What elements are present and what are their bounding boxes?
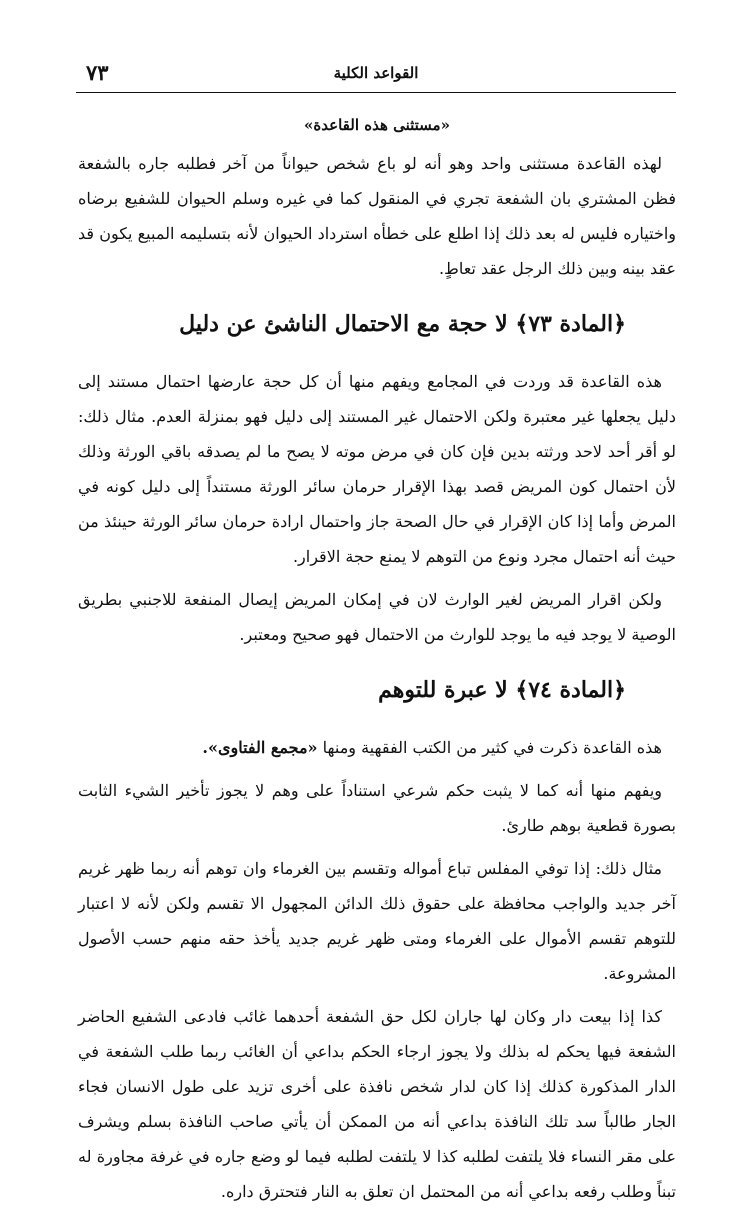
article-74-bracket-open: ﴿ <box>613 677 626 703</box>
article-74-label: المادة ٧٤ <box>528 677 614 703</box>
article-73-bracket-close: ﴾ <box>515 311 529 337</box>
running-title: القواعد الكلية <box>333 64 419 82</box>
exception-paragraph: لهذه القاعدة مستثنى واحد وهو أنه لو باع شخص حيواناً من آخر فطلبه جاره بالشفعة فظن المشتري بان الشفعة تجري في المنقول كما في غيره وسلم الحيوان للشفيع برضاه واختياره فليس له بعد ذلك إذا اطلع على خطأه استرداد الحيوان لأنه بتسليمه المبيع يكون قد عقد بينه وبين ذلك الرجل عقد تعاطٍ. <box>78 154 676 278</box>
article-73-bracket-open: ﴿ <box>613 311 626 337</box>
article-74-intro <box>78 730 676 765</box>
article-73-paragraph-1: هذه القاعدة قد وردت في المجامع ويفهم منها أن كل حجة عارضها احتمال مستند إلى دليل يجعلها غير معتبرة ولكن الاحتمال غير المستند إلى دليل فهو بمنزلة العدم. مثال ذلك: لو أقر أحد لاحد ورثته بدين فإن كان في مرض موته لا يصح ما لم يصدقه باقي الورثة وذلك لأن احتمال كون المريض قصد بهذا الإقرار حرمان سائر الورثة مستنداً إلى دليل كونه في المرض وأما إذا كان الإقرار في حال الصحة جاز واحتمال ارادة حرمان سائر الورثة حينئذ من حيث أنه احتمال مجرد ونوع من التوهم لا يمنع حجة الاقرار. <box>78 372 677 566</box>
page-body <box>78 108 676 1209</box>
article-73-paragraph-2: ولكن اقرار المريض لغير الوارث لان في إمكان المريض إيصال المنفعة للاجنبي بطريق الوصية لا يوجد فيه ما يوجد للوارث من الاحتمال فهو صحيح ومعتبر. <box>78 590 676 644</box>
article-74-paragraph-2: مثال ذلك: إذا توفي المفلس تباع أمواله وتقسم بين الغرماء وان توهم أنه ربما ظهر غريم آخر جديد والواجب محافظة على حقوق ذلك الدائن المجهول الا تقسم ولكن لأنه لا اعتبار للتوهم تقسم الأموال على الغرماء ومتى ظهر غريم جديد يأخذ حقه منهم حسب الأصول المشروعة. <box>78 859 676 983</box>
article-74-bracket-close: ﴾ <box>515 677 529 703</box>
page-number: ٧٣ <box>86 60 109 85</box>
article-74-intro-text: هذه القاعدة ذكرت في كثير من الكتب الفقهية ومنها <box>322 738 662 757</box>
article-74-text: لا عبرة للتوهم <box>378 677 508 703</box>
article-73-text: لا حجة مع الاحتمال الناشئ عن دليل <box>179 311 508 337</box>
article-73-label: المادة ٧٣ <box>528 311 614 337</box>
page-header <box>76 56 676 93</box>
article-74-intro-source: «مجمع الفتاوى». <box>202 738 318 757</box>
article-73-heading <box>78 308 676 340</box>
article-74-heading <box>78 674 676 706</box>
article-74-paragraph-1: ويفهم منها أنه كما لا يثبت حكم شرعي استناداً على وهم لا يجوز تأخير الشيء الثابت بصورة قطعية بوهم طارئ. <box>78 781 676 835</box>
article-74-paragraph-3: كذا إذا بيعت دار وكان لها جاران لكل حق الشفعة أحدهما غائب فادعى الشفيع الحاضر الشفعة فيها يحكم له بذلك ولا يجوز ارجاء الحكم بداعي أن الغائب ربما طلب الشفعة في الدار المذكورة كذلك إذا كان لدار شخص نافذة على أخرى تزيد على طول الانسان فجاء الجار طالباً سد تلك النافذة بداعي أنه من الممكن أن يأتي صاحب النافذة بسلم ويشرف على مقر النساء فلا يلتفت لطلبه كذا لا يلتفت لطلبه فيما لو وضع جاره في غرفة مجاورة له تبناً وطلب رفعه بداعي أنه من المحتمل ان تعلق به النار فتحترق داره. <box>78 1007 677 1201</box>
exception-title: «مستثنى هذه القاعدة» <box>304 116 450 134</box>
